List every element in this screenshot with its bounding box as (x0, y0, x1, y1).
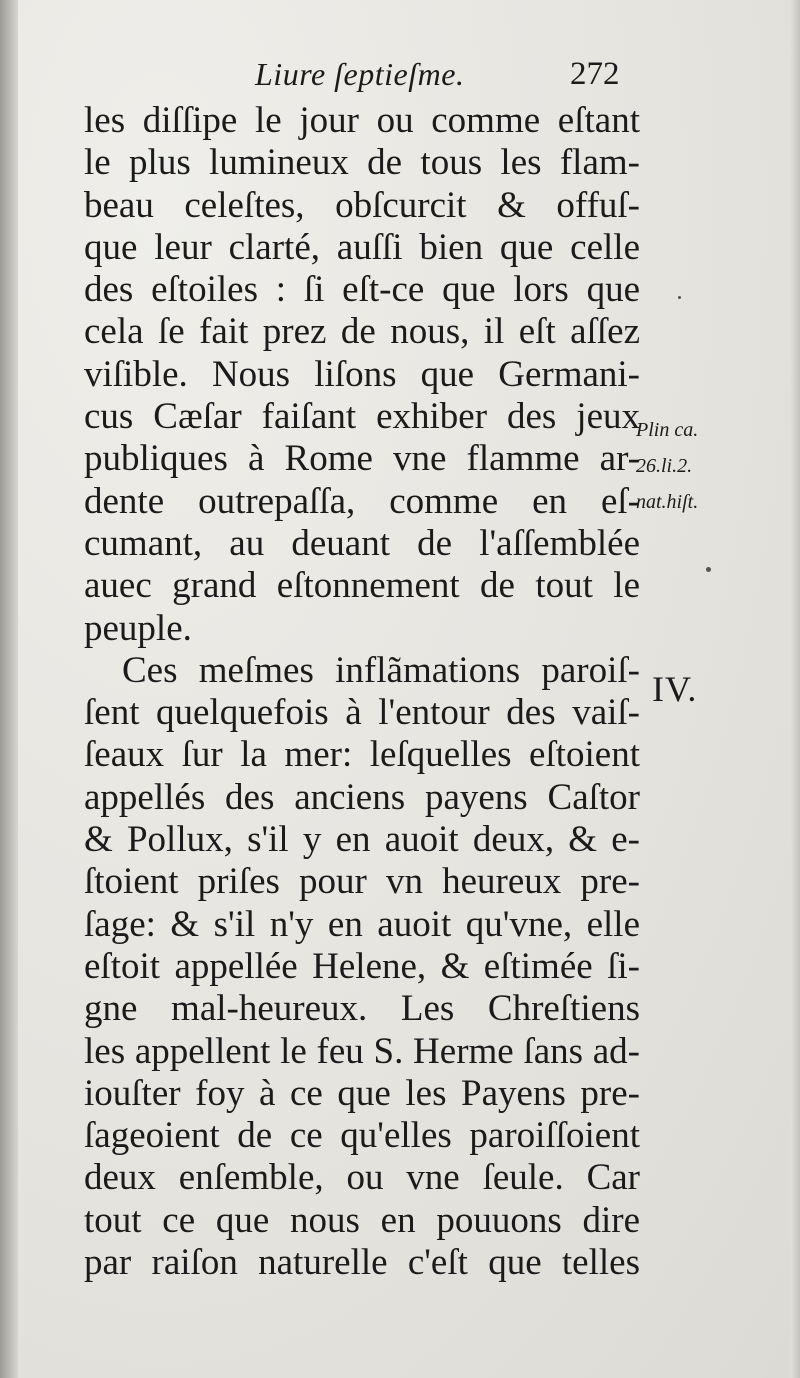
text-line: ſeaux ſur la mer: leſquelles eſtoient (84, 734, 640, 776)
marginal-citation-line: Plin ca. (636, 419, 699, 441)
text-line: tout ce que nous en pouuons dire (84, 1199, 640, 1241)
text-line: cus Cæſar faiſant exhiber des jeux (84, 396, 640, 438)
text-line: Ces meſmes inflãmations paroiſ- (122, 649, 640, 691)
text-line: ſageoient de ce qu'elles paroiſſoient (84, 1115, 640, 1157)
page-gutter-shadow (0, 0, 18, 1378)
text-line: iouſter foy à ce que les Payens pre- (84, 1072, 640, 1114)
marginal-citation (636, 412, 746, 520)
section-number: IV. (652, 669, 698, 709)
text-line: cumant, au deuant de l'aſſemblée (84, 522, 640, 564)
text-line: publiques à Rome vne flamme ar- (84, 438, 640, 480)
running-head: Liure ſeptieſme. (255, 56, 465, 92)
text-line: ſage: & s'il n'y en auoit qu'vne, elle (84, 903, 640, 945)
text-line: que leur clarté, auſſi bien que celle (84, 226, 640, 268)
text-line: dente outrepaſſa, comme en eſ- (84, 480, 640, 522)
text-line: les diſſipe le jour ou comme eſtant (84, 100, 640, 141)
text-line: deux enſemble, ou vne ſeule. Car (84, 1157, 640, 1199)
page-number: 272 (570, 56, 620, 92)
text-line: par raiſon naturelle c'eſt que telles (84, 1242, 640, 1284)
text-line: ſent quelquefois à l'entour des vaiſ- (84, 692, 640, 734)
ink-speck (678, 296, 681, 299)
text-line: & Pollux, s'il y en auoit deux, & e- (84, 819, 640, 861)
page-edge (790, 0, 800, 1378)
text-line: eſtoit appellée Helene, & eſtimée ſi- (84, 945, 640, 987)
text-line: gne mal-heureux. Les Chreſtiens (84, 988, 640, 1030)
text-line: appellés des anciens payens Caſtor (84, 776, 640, 818)
text-line: des eſtoiles : ſi eſt-ce que lors que (84, 269, 640, 311)
text-line: beau celeſtes, obſcurcit & offuſ- (84, 184, 640, 226)
text-line: peuple. (84, 607, 192, 649)
marginal-citation-line: 26.li.2. (636, 455, 693, 477)
ink-speck (706, 567, 711, 572)
text-line: ſtoient priſes pour vn heureux pre- (84, 861, 640, 903)
text-line: les appellent le feu S. Herme ſans ad- (84, 1030, 640, 1072)
page-header (0, 50, 800, 100)
marginal-citation-line: nat.hiſt. (636, 491, 699, 513)
body-text (84, 100, 640, 1284)
text-line: le plus lumineux de tous les flam- (84, 142, 640, 184)
text-line: cela ſe fait prez de nous, il eſt aſſez (84, 311, 640, 353)
text-line: auec grand eſtonnement de tout le (84, 565, 640, 607)
text-line: viſible. Nous liſons que Germani- (84, 353, 640, 395)
